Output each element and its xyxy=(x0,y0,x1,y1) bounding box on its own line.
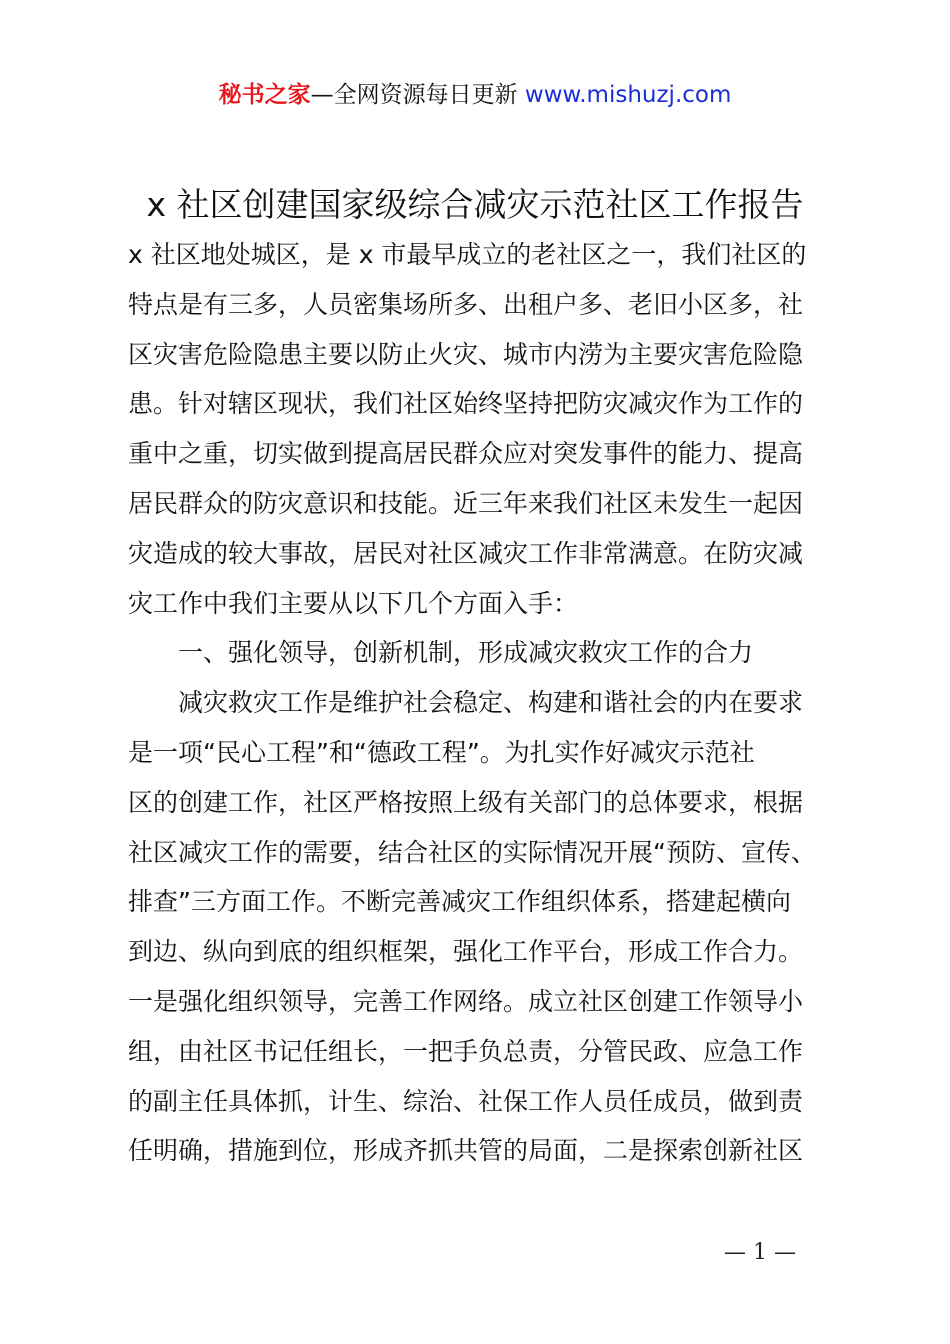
site-tagline: —全网资源每日更新 xyxy=(310,82,525,108)
body-line: 灾工作中我们主要从以下几个方面入手： xyxy=(128,588,579,618)
document-title: x 社区创建国家级综合减灾示范社区工作报告 xyxy=(146,185,804,224)
body-line: 到边、纵向到底的组织框架，强化工作平台，形成工作合力。 xyxy=(128,937,804,967)
body-line: 排查”三方面工作。不断完善减灾工作组织体系，搭建起横向 xyxy=(128,887,791,917)
page-number: — 1 — xyxy=(724,1240,796,1265)
body-line: 是一项“民心工程”和“德政工程”。为扎实作好减灾示范社 xyxy=(128,737,755,767)
body-line: 区的创建工作，社区严格按照上级有关部门的总体要求，根据 xyxy=(128,787,804,817)
body-line: 居民群众的防灾意识和技能。近三年来我们社区未发生一起因 xyxy=(128,488,804,518)
body-line: 社区减灾工作的需要，结合社区的实际情况开展“预防、宣传、 xyxy=(128,837,816,867)
body-line: 减灾救灾工作是维护社会稳定、构建和谐社会的内在要求 xyxy=(178,688,804,718)
body-line: x 社区地处城区，是 x 市最早成立的老社区之一，我们社区的 xyxy=(128,240,807,269)
body-line: 任明确，措施到位，形成齐抓共管的局面，二是探索创新社区 xyxy=(128,1136,804,1166)
body-line: 组，由社区书记任组长，一把手负总责，分管民政、应急工作 xyxy=(128,1036,804,1066)
body-line: 一是强化组织领导，完善工作网络。成立社区创建工作领导小 xyxy=(128,986,804,1016)
body-line: 的副主任具体抓，计生、综治、社保工作人员任成员，做到责 xyxy=(128,1086,804,1116)
body-line: 重中之重，切实做到提高居民群众应对突发事件的能力、提高 xyxy=(128,439,804,469)
body-line: 灾造成的较大事故，居民对社区减灾工作非常满意。在防灾减 xyxy=(128,538,804,568)
site-banner xyxy=(0,78,950,112)
document-body xyxy=(128,230,838,1176)
site-url-link[interactable]: www.mishuzj.com xyxy=(524,82,732,108)
site-brand: 秘书之家 xyxy=(218,82,311,108)
body-line: 特点是有三多，人员密集场所多、出租户多、老旧小区多，社 xyxy=(128,289,804,319)
body-line: 患。针对辖区现状，我们社区始终坚持把防灾减灾作为工作的 xyxy=(128,389,804,419)
body-line: 区灾害危险隐患主要以防止火灾、城市内涝为主要灾害危险隐 xyxy=(128,339,804,369)
section-heading: 一、强化领导，创新机制，形成减灾救灾工作的合力 xyxy=(178,638,754,668)
